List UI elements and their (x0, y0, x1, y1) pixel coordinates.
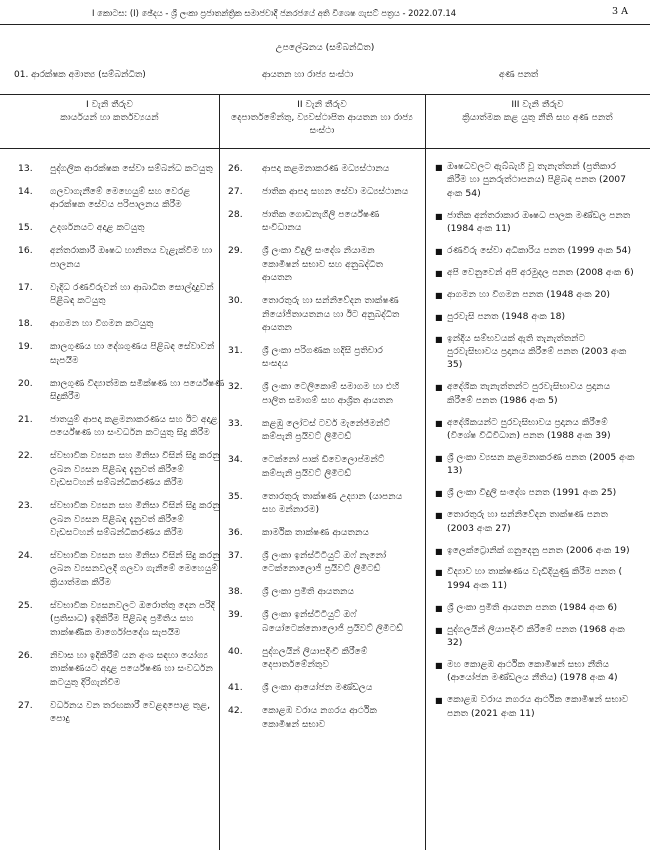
column-1-header (0, 98, 219, 124)
act-item: ■ ශ්‍රී ලංකා විදුලි සංදේශ පනත (1991 අංක 25) (435, 486, 643, 499)
act-item: ■ ශ්‍රී ලංකා ප්‍රමිති ආයතන පනත (1984 අංක 6) (435, 601, 643, 614)
institution-item: 36. කාර්මික තාක්ෂණ ආයතනය (228, 527, 370, 539)
act-item: ■ තොරතුරු හා සන්නිවේදන තාක්ෂණ පනත (2003 අංක 27) (435, 509, 608, 534)
column-1-list (18, 162, 225, 735)
institution-item: 40. පුද්ගලයින් ලියාපදිංචි කිරීමේ දෙපාර්තමේන්තුව (228, 645, 368, 671)
column-3-subtitle: ක්‍රියාත්මක කළ යුතු නීති සහ අණ පනත් (462, 112, 613, 123)
act-item: ■ ඉන්දීය සම්භවයක් ඇති තැනැත්තන්ට පුරවැසිභාවය ප්‍රදානය කිරීමේ පනත (2003 අංක 35) (435, 332, 627, 371)
act-item: ■ විද්‍යාව හා තාක්ෂණය වැඩිදියුණු කිරීම පනත ( 1994 අංක 11) (435, 566, 623, 591)
act-item: ■ පුරවැසි පනත (1948 අංක 18) (435, 310, 643, 323)
act-item: ■ රණවිරු සේවා අධිකාරිය පනත (1999 අංක 54) (435, 244, 643, 257)
institution-item: 32. ශ්‍රී ලංකා ටෙලිකොම් සමාගම හා එහි පාලිත සමාගම් සහ ආශ්‍රිත ආයතන (228, 381, 400, 406)
institution-item: 39. ශ්‍රී ලංකා ඉන්ස්ටිටියුට් ඔෆ් බයෝටෙක්නොලොජි ප්‍රයිවට් ලිමිටඩ් (228, 609, 403, 634)
bullet-icon: ■ (435, 625, 443, 635)
bullet-icon: ■ (435, 696, 443, 706)
function-item: 23. ස්වභාවික ව්‍යසන සහ මිනිසා විසින් සිදු කරනු ලබන ව්‍යසන පිළිබඳ දැනුවත් කිරීමේ වැඩසටහන් සම්බන්ධීකරණය කිරීම (18, 500, 220, 539)
column-3-header (425, 98, 650, 124)
act-item: ■ ඉලෙක්ට්‍රොනික් ගනුදෙනු පනත (2006 අංක 19) (435, 544, 643, 557)
function-item: 21. ජාතයුම් ආපදා කළමනාකරණය සහ ඊට අදාළ පර්යේෂණ හා සංවර්ධන කටයුතු සිදු කිරීම (18, 414, 218, 439)
page-number: 3 A (612, 6, 628, 17)
column-2-header (219, 98, 425, 137)
bullet-icon: ■ (435, 290, 443, 300)
act-item: ■ කොළඹ වරාය නගරය ආර්ථික කොමිෂන් සභාව පනත (2021 අංක 11) (435, 694, 629, 719)
bullet-icon: ■ (435, 163, 443, 172)
bullet-icon: ■ (435, 247, 443, 257)
header-rule (0, 24, 650, 25)
schedule-title: උපලේඛනය (සම්බන්ධිත) (275, 42, 375, 53)
acts-label: අණ පනත් (499, 70, 539, 80)
column-2-title: II වැනි තීරුව (297, 99, 347, 110)
bullet-icon: ■ (435, 568, 443, 578)
bullet-icon: ■ (435, 603, 443, 613)
institution-item: 28. ජාතික ගොඩනැගිලි පර්යේෂණ සංවිධානය (228, 209, 380, 234)
institution-item: 38. ශ්‍රී ලංකා ප්‍රමිති ආයතනය (228, 586, 355, 598)
act-item: ■ පුද්ගලයින් ලියාපදිංචි කිරීමේ පනත (1968 අංක 32) (435, 623, 625, 649)
function-item: 27. වර්ධනය වන තරඟකාරී වෙළඳපොළ තුළ, පොදු (18, 699, 211, 724)
act-item: ■ අපි වෙනුවෙන් අපි අරමුදල පනත (2008 අංක 6) (435, 266, 643, 279)
institutions-label: ආයතන හා රාජ්‍ය සංස්ථා (262, 70, 354, 80)
bullet-icon: ■ (435, 268, 443, 278)
function-item: 25. ස්වභාවික ව්‍යසනවලට ඔරොත්තු දෙන පරිදි (ප්‍රතිසාධ) ඉදිකිරීම පිළිබඳ ප්‍රමිතිය සහ තාක්ෂණික මාර්ගෝපදේශ සැපයීම (18, 599, 215, 638)
institution-item: 35. තොරතුරු තාක්ෂණ උද්‍යාන (යාපනය සහ මන්නාරම) (228, 490, 403, 516)
column-1-title: I වැනි තීරුව (86, 99, 133, 110)
header-bottom-rule (0, 148, 650, 149)
bullet-icon: ■ (435, 489, 443, 499)
function-item: 15. උදර්ශනයට අදාළ කටයුතු (18, 222, 145, 234)
function-item: 20. කාලගුණ විද්‍යාත්මක සමීක්ෂණ හා පර්යේෂණ සිදුකිරීම (18, 377, 225, 403)
bullet-icon: ■ (435, 418, 443, 428)
column-3-list (435, 160, 643, 729)
act-item: ■ අදේශිකයන්ට පුරවැසිභාවය ප්‍රදානය කිරීමේ (විශේෂ විධිවිධාන) පනත (1988 අංක 39) (435, 416, 611, 442)
column-3-title: III වැනි තීරුව (511, 99, 564, 110)
function-item: 24. ස්වභාවික ව්‍යසන සහ මිනිසා විසින් සිදු කරනු ලබන ව්‍යසනවලදී ගලවා ගැනීමේ මෙහෙයුම් ක්‍රියාත්මක කිරීම (18, 550, 220, 588)
institution-item: 41. ශ්‍රී ලංකා ආයෝජන මණ්ඩලය (228, 682, 373, 694)
institution-item: 29. ශ්‍රී ලංකා විදුලි සංදේශ නියාමන කොමිෂන් සභාව සහ අනුබද්ධිත ආයතන (228, 245, 384, 284)
column-2-list (228, 162, 418, 741)
act-item: ■ ජාතික අන්තරාකාර ඖෂධ පාලක මණ්ඩල පනත (1984 අංක 11) (435, 209, 631, 235)
column-2-subtitle: දෙපාර්තමේන්තු, ව්‍යවස්ථාපිත ආයතන හා රාජ්‍ය සංස්ථා (231, 112, 413, 136)
institution-item: 31. ශ්‍රී ලංකා පරිගණක හදිසි ප්‍රතිචාර සංසදය (228, 345, 383, 370)
gazette-header (0, 4, 650, 26)
bullet-icon: ■ (435, 334, 443, 344)
institution-item: 27. ජාතික ආපදා සහන සේවා මධ්‍යස්ථානය (228, 186, 409, 197)
act-item: ■ ශ්‍රී ලංකා ව්‍යසන කළමනාකරණ පනත (2005 අංක 13) (435, 452, 635, 477)
function-item: 13. පුද්ගලික ආරක්ෂක සේවා සම්බන්ධ කටයුතු (18, 163, 213, 174)
function-item: 18. ආගමන හා විගමන කටයුතු (18, 318, 154, 330)
bullet-icon: ■ (435, 660, 443, 670)
function-item: 19. කාලගුණය හා දේශගුණය පිළිබඳ සේවාවන් සැපයීම (18, 341, 215, 366)
column-1-subtitle: කාර්යයන් හා කර්තව්‍යයන් (60, 112, 159, 123)
institution-item: 33. කළඹු ලෝටස් ටවර් මැනේජ්මන්ට් කම්පැනි ප්‍රයිවට් ලිමිටඩ් (228, 417, 391, 443)
bullet-icon: ■ (435, 511, 443, 521)
bullet-icon: ■ (435, 546, 443, 556)
function-item: 17. වැදිධ රණවිරුවන් හා ආබාධිත සොල්දාදුවන් පිළිබඳ කටයුතු (18, 281, 214, 307)
institution-item: 26. ආපදා කළමනාකරණ මධ්‍යස්ථානය (228, 163, 390, 174)
function-item: 16. අන්තරාකාරී ඖෂධ හානිතය වැළැක්වීම හා පාලනය (18, 245, 213, 270)
act-item: ■ මහ කොළඹ ආර්ථික කොමිෂන් සභා නීතිය (ආයෝජන මණ්ඩලය නීතිය) (1978 අංක 4) (435, 658, 618, 684)
bullet-icon: ■ (435, 211, 443, 221)
ministry-label: 01. ආරක්ෂක අමාත්‍ය (සම්බන්ධිත) (14, 70, 146, 80)
institution-item: 30. තොරතුරු හා සන්නිවේදන තාක්ෂණ නියෝජිතායතනය හා ඊට අනුබද්ධිත ආයතන (228, 295, 400, 334)
header-title: I කොටස: (I) ඡේදය - ශ්‍රී ලංකා ප්‍රජාතන්ත්‍රික සමාජවාදී ජනරජයේ අති විශෙෂ ගැසට් පත්‍රය - 2022.07.14 (92, 8, 457, 18)
table-top-rule (0, 94, 650, 95)
column-divider-2 (425, 94, 426, 850)
function-item: 26. නිවාස හා ඉදිකිරීම් යන අංශ සඳහා යෝග්‍ය තාක්ෂණයට අදාළ පර්යේෂණ හා සංවර්ධන කටයුතු දිරිගැන්වීම (18, 649, 213, 688)
institution-item: 34. ටෙක්නෝ පාක් ඩිවෙලොප්මන්ට් කම්පැනි ප්‍රයිවට් ලිමිටඩ් (228, 454, 385, 479)
act-item: ■ ඖෂධවලට ඇබ්බැහි වූ තැනැත්තන් (ප්‍රතිකාර කිරීම හා පුනරුත්ථාපනය) පිළිබඳ පනත (2007 අංක 54) (435, 161, 626, 199)
bullet-icon: ■ (435, 383, 443, 393)
act-item: ■ ආගමන හා විගමන පනත (1948 අංක 20) (435, 288, 643, 301)
function-item: 14. ගලවාගැනීමේ මෙහෙයුම් සහ වෙරළ ආරක්ෂක සේවය පරිපාලනය කිරීම (18, 186, 191, 211)
act-item: ■ අදේශික තැනැත්තන්ට පුරවැසිභාවය ප්‍රදානය කිරීමේ පනත (1986 අංක 5) (435, 381, 611, 406)
function-item: 22. ස්වභාවික ව්‍යසන සහ මිනිසා විසින් සිදු කරනු ලබන ව්‍යසන පිළිබඳ දැනුවත් කිරීමේ වැඩසටහන් සම්බන්ධීකරණය කිරීම (18, 450, 220, 489)
institution-item: 42. කොළඹ වරාය නගරය ආර්ථික කොමිෂන් සභාව (228, 705, 377, 730)
ministry-subheader (0, 70, 650, 84)
institution-item: 37. ශ්‍රී ලංකා ඉන්ස්ටිටියුට් ඔෆ් නැනෝ ටෙක්නොලොජි ප්‍රයිවට් ලිමිටඩ් (228, 550, 387, 575)
bullet-icon: ■ (435, 454, 443, 463)
bullet-icon: ■ (435, 312, 443, 322)
